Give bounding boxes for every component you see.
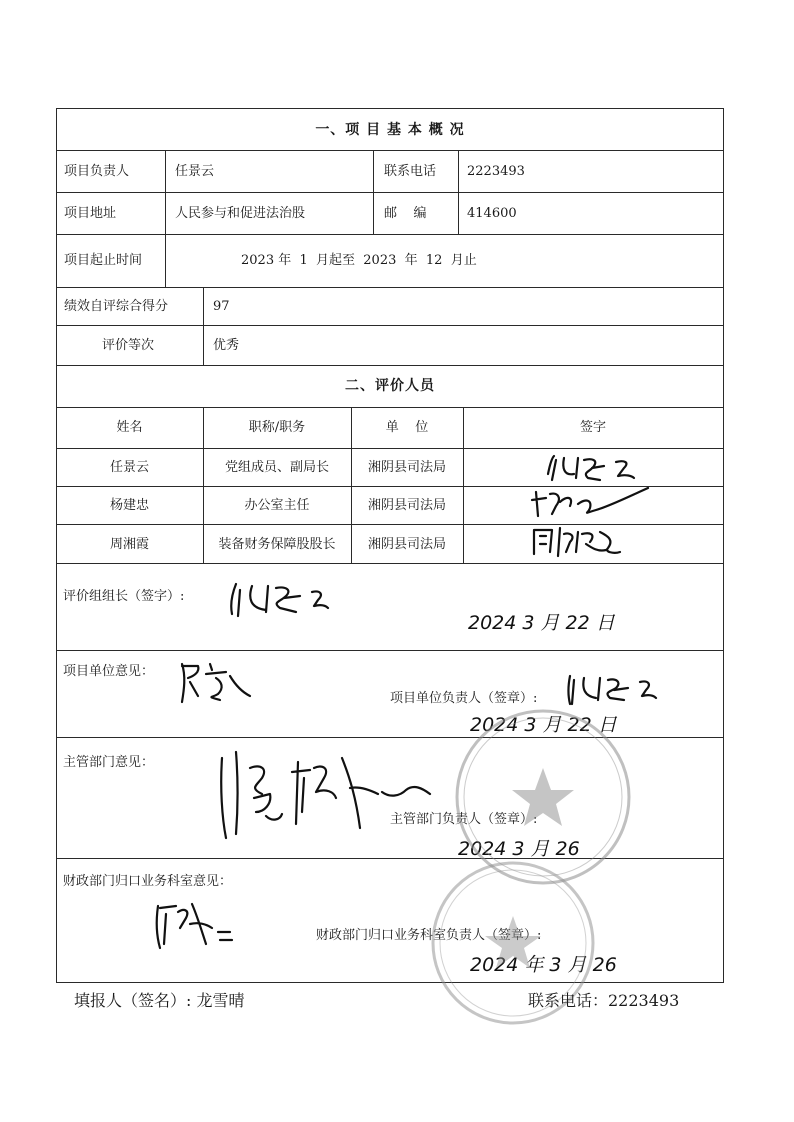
unit-leader-signature <box>560 668 680 708</box>
dept-date: 2024 3 月 26 <box>458 838 580 860</box>
rule <box>165 150 166 287</box>
rule <box>56 287 724 288</box>
dept-leader-label: 主管部门负责人（签章）: <box>390 812 538 827</box>
signature-row2 <box>530 484 660 520</box>
row2-unit: 湘阴县司法局 <box>367 498 446 513</box>
filler-line: 填报人（签名）: 龙雪晴 <box>74 991 245 1010</box>
header-signature: 签字 <box>579 420 606 435</box>
score-label: 绩效自评综合得分 <box>64 299 169 314</box>
rule <box>373 150 374 234</box>
rule <box>56 365 724 366</box>
unit-leader-label: 项目单位负责人（签章）: <box>390 691 538 706</box>
header-unit: 单 位 <box>385 420 429 435</box>
address-value: 人民参与和促进法治股 <box>175 206 306 221</box>
score-value: 97 <box>213 299 230 314</box>
rule-bottom <box>56 982 724 983</box>
grade-label: 评价等次 <box>102 338 155 353</box>
rule-top <box>56 108 724 109</box>
section1-title: 一、项 目 基 本 概 况 <box>315 122 465 138</box>
unit-opinion-label: 项目单位意见： <box>63 664 155 679</box>
period-value: 2023 年 1 月起至 2023 年 12 月止 <box>241 253 477 268</box>
leader-value: 任景云 <box>175 164 215 179</box>
finance-opinion-label: 财政部门归口业务科室意见： <box>63 874 233 889</box>
postcode-label: 邮 编 <box>384 206 427 221</box>
phone-value: 2223493 <box>467 164 525 179</box>
finance-date: 2024 年 3 月 26 <box>470 954 617 976</box>
group-leader-date: 2024 3 月 22 日 <box>468 612 615 634</box>
postcode-value: 414600 <box>467 206 517 221</box>
address-label: 项目地址 <box>64 206 117 221</box>
rule-right <box>723 108 724 983</box>
rule <box>56 448 724 449</box>
footer-phone: 联系电话：2223493 <box>528 991 680 1010</box>
dept-opinion-label: 主管部门意见： <box>63 755 155 770</box>
row2-name: 杨建忠 <box>109 498 149 513</box>
rule <box>458 150 459 234</box>
rule <box>56 563 724 564</box>
group-leader-signature <box>222 576 342 620</box>
unit-date: 2024 3 月 22 日 <box>470 714 617 736</box>
row3-name: 周湘霞 <box>109 537 149 552</box>
unit-opinion-handwriting <box>176 656 276 706</box>
row1-unit: 湘阴县司法局 <box>367 460 446 475</box>
header-name: 姓名 <box>116 420 143 435</box>
dept-opinion-handwriting <box>210 738 450 848</box>
rule <box>56 150 724 151</box>
signature-row1 <box>540 450 660 486</box>
row1-name: 任景云 <box>109 460 149 475</box>
row1-title: 党组成员、副局长 <box>224 460 329 475</box>
grade-value: 优秀 <box>213 338 240 353</box>
rule <box>56 192 724 193</box>
row2-title: 办公室主任 <box>244 498 310 513</box>
header-title: 职称/职务 <box>248 420 306 435</box>
finance-leader-label: 财政部门归口业务科室负责人（签章）: <box>316 928 542 943</box>
rule <box>56 325 724 326</box>
leader-label: 项目负责人 <box>64 164 130 179</box>
row3-title: 装备财务保障股股长 <box>218 537 336 552</box>
rule <box>56 234 724 235</box>
rule <box>56 650 724 651</box>
signature-row3 <box>528 522 648 560</box>
phone-label: 联系电话 <box>384 164 437 179</box>
period-label: 项目起止时间 <box>64 253 143 268</box>
finance-opinion-handwriting <box>148 894 258 954</box>
group-leader-label: 评价组组长（签字）: <box>63 589 185 604</box>
section2-title: 二、评价人员 <box>345 378 435 394</box>
rule <box>56 407 724 408</box>
row3-unit: 湘阴县司法局 <box>367 537 446 552</box>
rule <box>203 287 204 365</box>
